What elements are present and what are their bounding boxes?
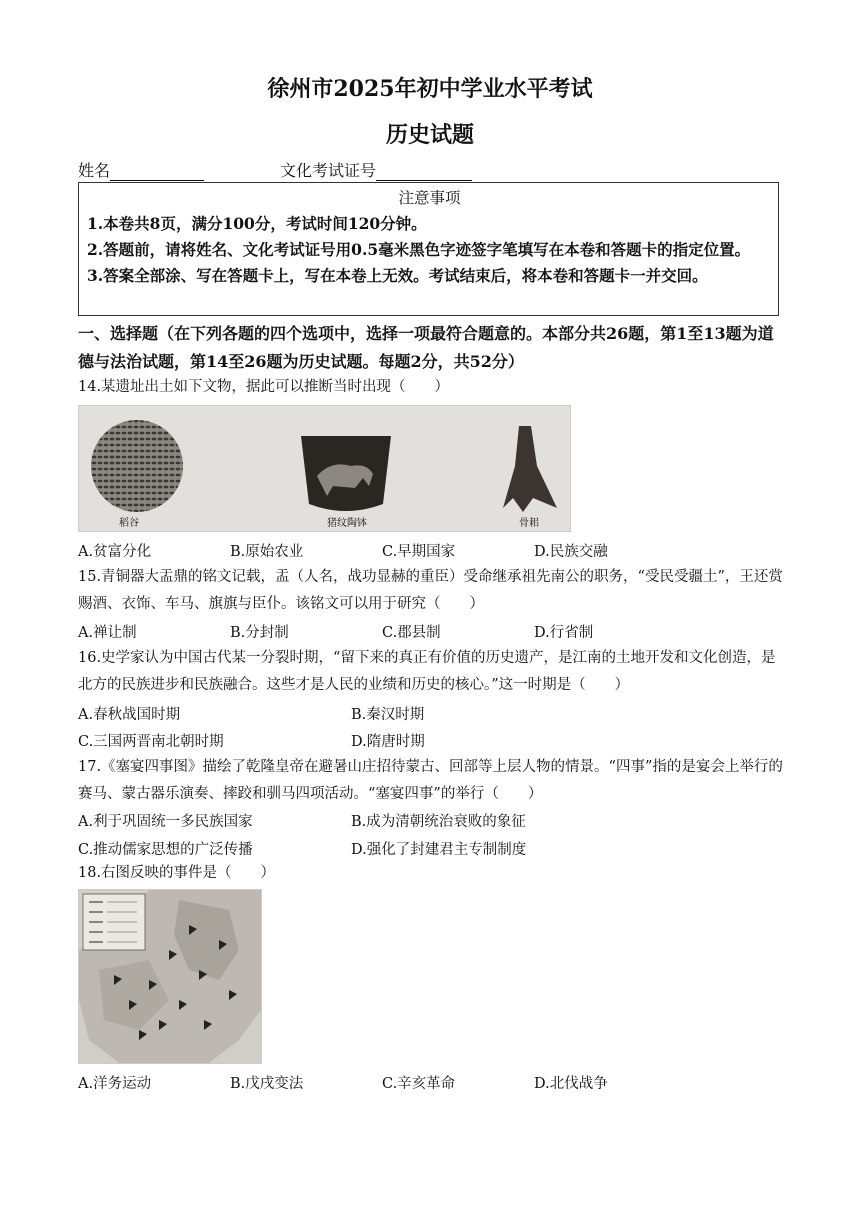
option: B.分封制 [230, 625, 289, 641]
option: D.隋唐时期 [351, 734, 425, 750]
notice-box [78, 182, 779, 316]
question-stem: 14.某遗址出土如下文物，据此可以推断当时出现（ ） [78, 379, 450, 395]
section-heading: 一、选择题（在下列各题的四个选项中，选择一项最符合题意的。本部分共26题，第1至13题为道德与法治试题，第14至26题为历史试题。每题2分，共52分） [78, 324, 774, 371]
image-caption: 稻谷 [119, 518, 139, 529]
options-row [78, 838, 784, 862]
option: A.贫富分化 [78, 544, 152, 560]
artifacts-illustration [79, 406, 570, 531]
image-caption: 猪纹陶钵 [327, 518, 367, 529]
options-row [78, 810, 784, 834]
question-stem: 18.右图反映的事件是（ ） [78, 865, 276, 881]
option: D.行省制 [534, 625, 594, 641]
option: C.推动儒家思想的广泛传播 [78, 842, 253, 858]
notice-title: 注意事项 [398, 189, 461, 207]
name-blank [110, 162, 204, 181]
option: C.早期国家 [382, 544, 456, 560]
option: B.原始农业 [230, 544, 304, 560]
name-field [78, 158, 204, 181]
options-row [78, 540, 784, 564]
options-row [78, 621, 784, 645]
option: D.强化了封建君主专制制度 [351, 842, 527, 858]
options-row [78, 1072, 784, 1096]
option: A.春秋战国时期 [78, 707, 181, 723]
option: B.成为清朝统治衰败的象征 [351, 814, 526, 830]
option: C.辛亥革命 [382, 1076, 456, 1092]
exam-title: 徐州市2025年初中学业水平考试 [267, 76, 593, 102]
question-stem: 15.青铜器大盂鼎的铭文记载，盂（人名，战功显赫的重臣）受命继承祖先南公的职务，“受民受疆土”，王还赏赐酒、衣饰、车马、旗旗与臣仆。该铭文可以用于研究（ ） [78, 569, 783, 612]
artifacts-photo [78, 405, 571, 532]
option: B.秦汉时期 [351, 707, 425, 723]
historical-map [78, 889, 262, 1064]
name-label: 姓名 [78, 161, 111, 180]
id-field [280, 158, 472, 181]
rice-grain-image [91, 420, 183, 512]
option: A.洋务运动 [78, 1076, 152, 1092]
map-illustration [79, 890, 261, 1063]
option: A.利于巩固统一多民族国家 [78, 814, 253, 830]
notice-item: 3.答案全部涂、写在答题卡上，写在本卷上无效。考试结束后，将本卷和答题卡一并交回。 [87, 266, 708, 285]
bone-spade-image [503, 426, 557, 512]
option: C.郡县制 [382, 625, 441, 641]
exam-subtitle: 历史试题 [385, 122, 474, 148]
option: D.民族交融 [534, 544, 608, 560]
image-caption: 骨耜 [519, 518, 539, 529]
options-row [78, 703, 784, 727]
question-stem: 17.《塞宴四事图》描绘了乾隆皇帝在避暑山庄招待蒙古、回部等上层人物的情景。“四事”指的是宴会上举行的赛马、蒙古器乐演奏、摔跤和驯马四项活动。“塞宴四事”的举行（ ） [78, 759, 783, 802]
notice-item: 2.答题前，请将姓名、文化考试证号用0.5毫米黑色字迹签字笔填写在本卷和答题卡的指定位置。 [87, 240, 751, 259]
notice-item: 1.本卷共8页，满分100分，考试时间120分钟。 [87, 214, 427, 233]
option: C.三国两晋南北朝时期 [78, 734, 224, 750]
option: B.戊戌变法 [230, 1076, 304, 1092]
option: A.禅让制 [78, 625, 137, 641]
question-stem: 16.史学家认为中国古代某一分裂时期，“留下来的真正有价值的历史遗产，是江南的土地开发和文化创造，是北方的民族进步和民族融合。这些才是人民的业绩和历史的核心。”这一时期是（ ） [78, 650, 776, 693]
id-label: 文化考试证号 [280, 161, 377, 180]
option: D.北伐战争 [534, 1076, 608, 1092]
options-row [78, 730, 784, 754]
id-blank [376, 162, 472, 181]
